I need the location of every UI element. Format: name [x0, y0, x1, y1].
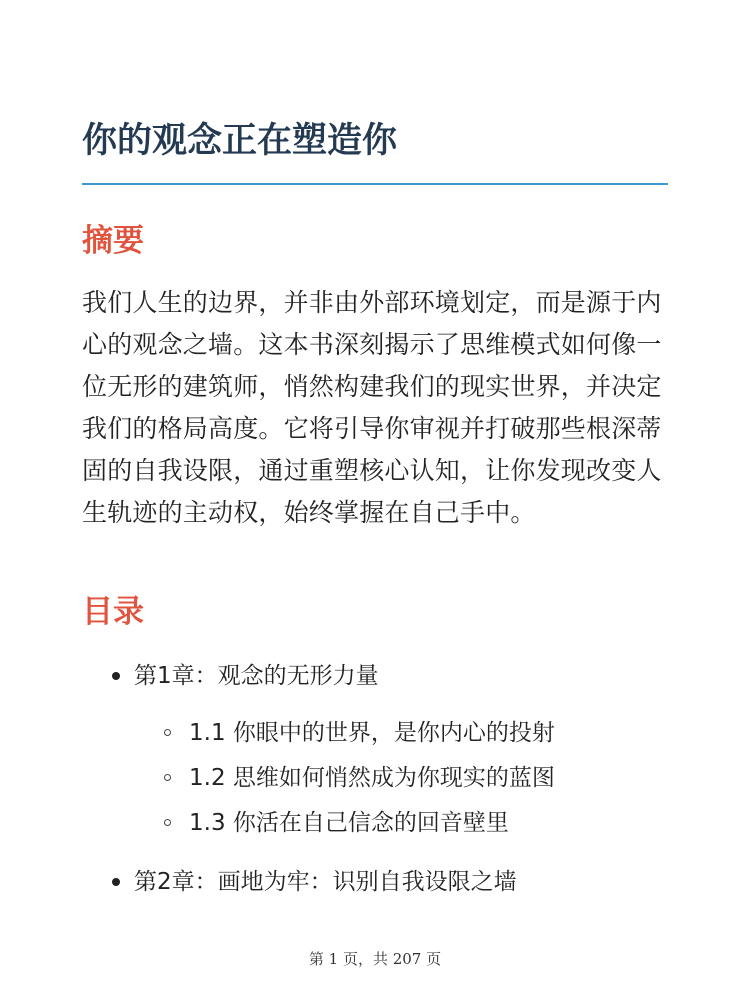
page-title: 你的观念正在塑造你 — [82, 121, 398, 161]
summary-paragraph: 我们人生的边界，并非由外部环境划定，而是源于内心的观念之墙。这本书深刻揭示了思维模式如何像一位无形的建筑师，悄然构建我们的现实世界，并决定我们的格局高度。它将引导你审视并打破那些根深蒂固的自我设限，通过重塑核心认知，让你发现改变人生轨迹的主动权，始终掌握在自己手中。 — [82, 288, 662, 527]
bullet-circle-icon — [164, 819, 171, 826]
summary-heading: 摘要 — [82, 223, 144, 259]
bullet-dot-icon — [112, 878, 120, 886]
toc-section-1-3[interactable]: 1.3 你活在自己信念的回音壁里 — [189, 810, 509, 836]
toc-heading: 目录 — [82, 594, 144, 630]
page-footer: 第 1 页，共 207 页 — [308, 950, 442, 968]
bullet-dot-icon — [112, 672, 120, 680]
bullet-circle-icon — [164, 774, 171, 781]
bullet-circle-icon — [164, 729, 171, 736]
toc-chapter-1[interactable]: 第1章：观念的无形力量 — [134, 663, 379, 689]
toc-section-1-1[interactable]: 1.1 你眼中的世界，是你内心的投射 — [189, 720, 555, 746]
toc-chapter-2[interactable]: 第2章：画地为牢：识别自我设限之墙 — [134, 869, 517, 895]
toc-section-1-2[interactable]: 1.2 思维如何悄然成为你现实的蓝图 — [189, 765, 555, 791]
title-divider — [82, 183, 668, 185]
